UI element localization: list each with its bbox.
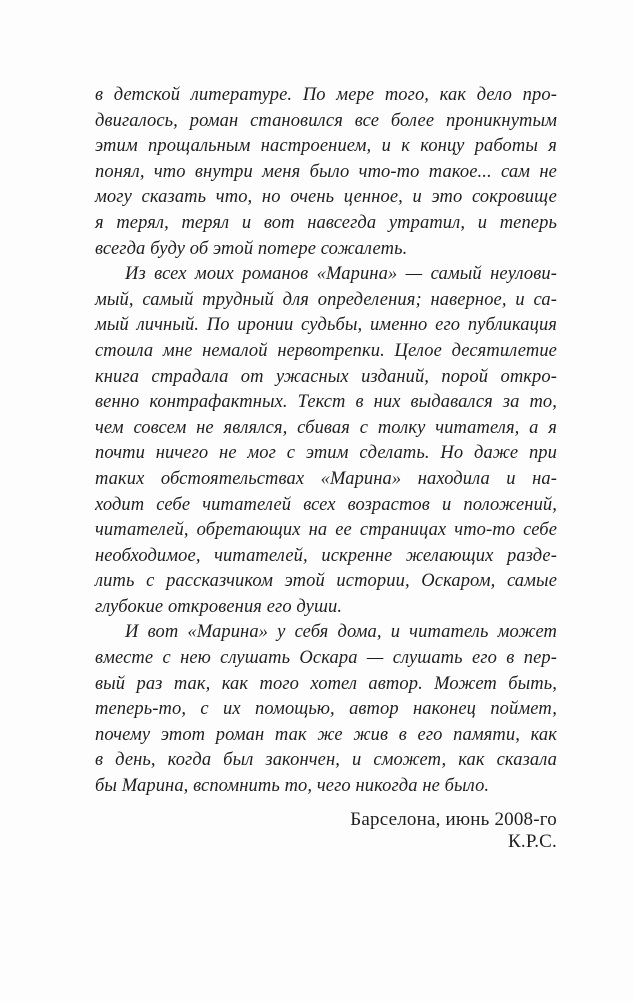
text-line: в детской литературе. По мере того, как дело про- xyxy=(95,85,557,105)
signature-initials: К.Р.С. xyxy=(508,830,557,852)
text-line: теперь-то, с их помощью, автор наконец поймет, xyxy=(95,699,557,720)
text-line: венно контрафактных. Текст в них выдавался за то, xyxy=(95,392,557,413)
text-line: чем совсем не являлся, сбивая с толку читателя, а я xyxy=(95,417,557,438)
text-line: всегда буду об этой потере сожалеть. xyxy=(95,238,408,259)
text-line: стоила мне немалой нервотрепки. Целое десятилетие xyxy=(95,340,557,361)
paragraph-1 xyxy=(95,83,557,262)
signature-place-date: Барселона, июнь 2008-го xyxy=(350,808,557,830)
text-line: почти ничего не мог с этим сделать. Но даже при xyxy=(95,443,557,464)
paragraph-2 xyxy=(95,262,557,620)
text-line: мый, самый трудный для определения; наверное, и са- xyxy=(95,289,557,310)
signature-block xyxy=(95,809,557,853)
text-line: глубокие откровения его души. xyxy=(95,596,343,617)
text-line: И вот «Марина» у себя дома, и читатель может xyxy=(125,622,557,643)
text-block xyxy=(95,83,557,853)
text-line: в день, когда был закончен, и сможет, как сказала xyxy=(95,750,557,771)
text-line: вместе с нею слушать Оскара — слушать его в пер- xyxy=(95,648,557,669)
text-line: могу сказать что, но очень ценное, и это сокровище xyxy=(95,187,557,208)
text-line: лить с рассказчиком этой истории, Оскаром, самые xyxy=(95,571,557,592)
text-line: Из всех моих романов «Марина» — самый неулови- xyxy=(125,264,557,285)
text-line: необходимое, читателей, искренне желающих разде- xyxy=(95,545,557,566)
text-line: вый раз так, как того хотел автор. Может быть, xyxy=(95,673,557,694)
text-line: я терял, терял и вот навсегда утратил, и теперь xyxy=(95,212,557,233)
text-line: таких обстоятельствах «Марина» находила и на- xyxy=(95,468,557,489)
text-line: ходит себе читателей всех возрастов и положений, xyxy=(95,494,557,515)
text-line: почему этот роман так же жив в его памяти, как xyxy=(95,724,557,745)
paragraph-3 xyxy=(95,620,557,799)
text-line: книга страдала от ужасных изданий, порой откро- xyxy=(95,366,557,387)
text-line: двигалось, роман становился все более проникнутым xyxy=(95,110,557,131)
text-line: мый личный. По иронии судьбы, именно его публикация xyxy=(95,315,557,336)
text-line: читателей, обретающих на ее страницах что-то себе xyxy=(95,520,557,541)
text-line: этим прощальным настроением, и к концу работы я xyxy=(95,136,557,157)
text-line: понял, что внутри меня было что-то такое... сам не xyxy=(95,161,557,182)
text-line: бы Марина, вспомнить то, чего никогда не было. xyxy=(95,776,490,797)
